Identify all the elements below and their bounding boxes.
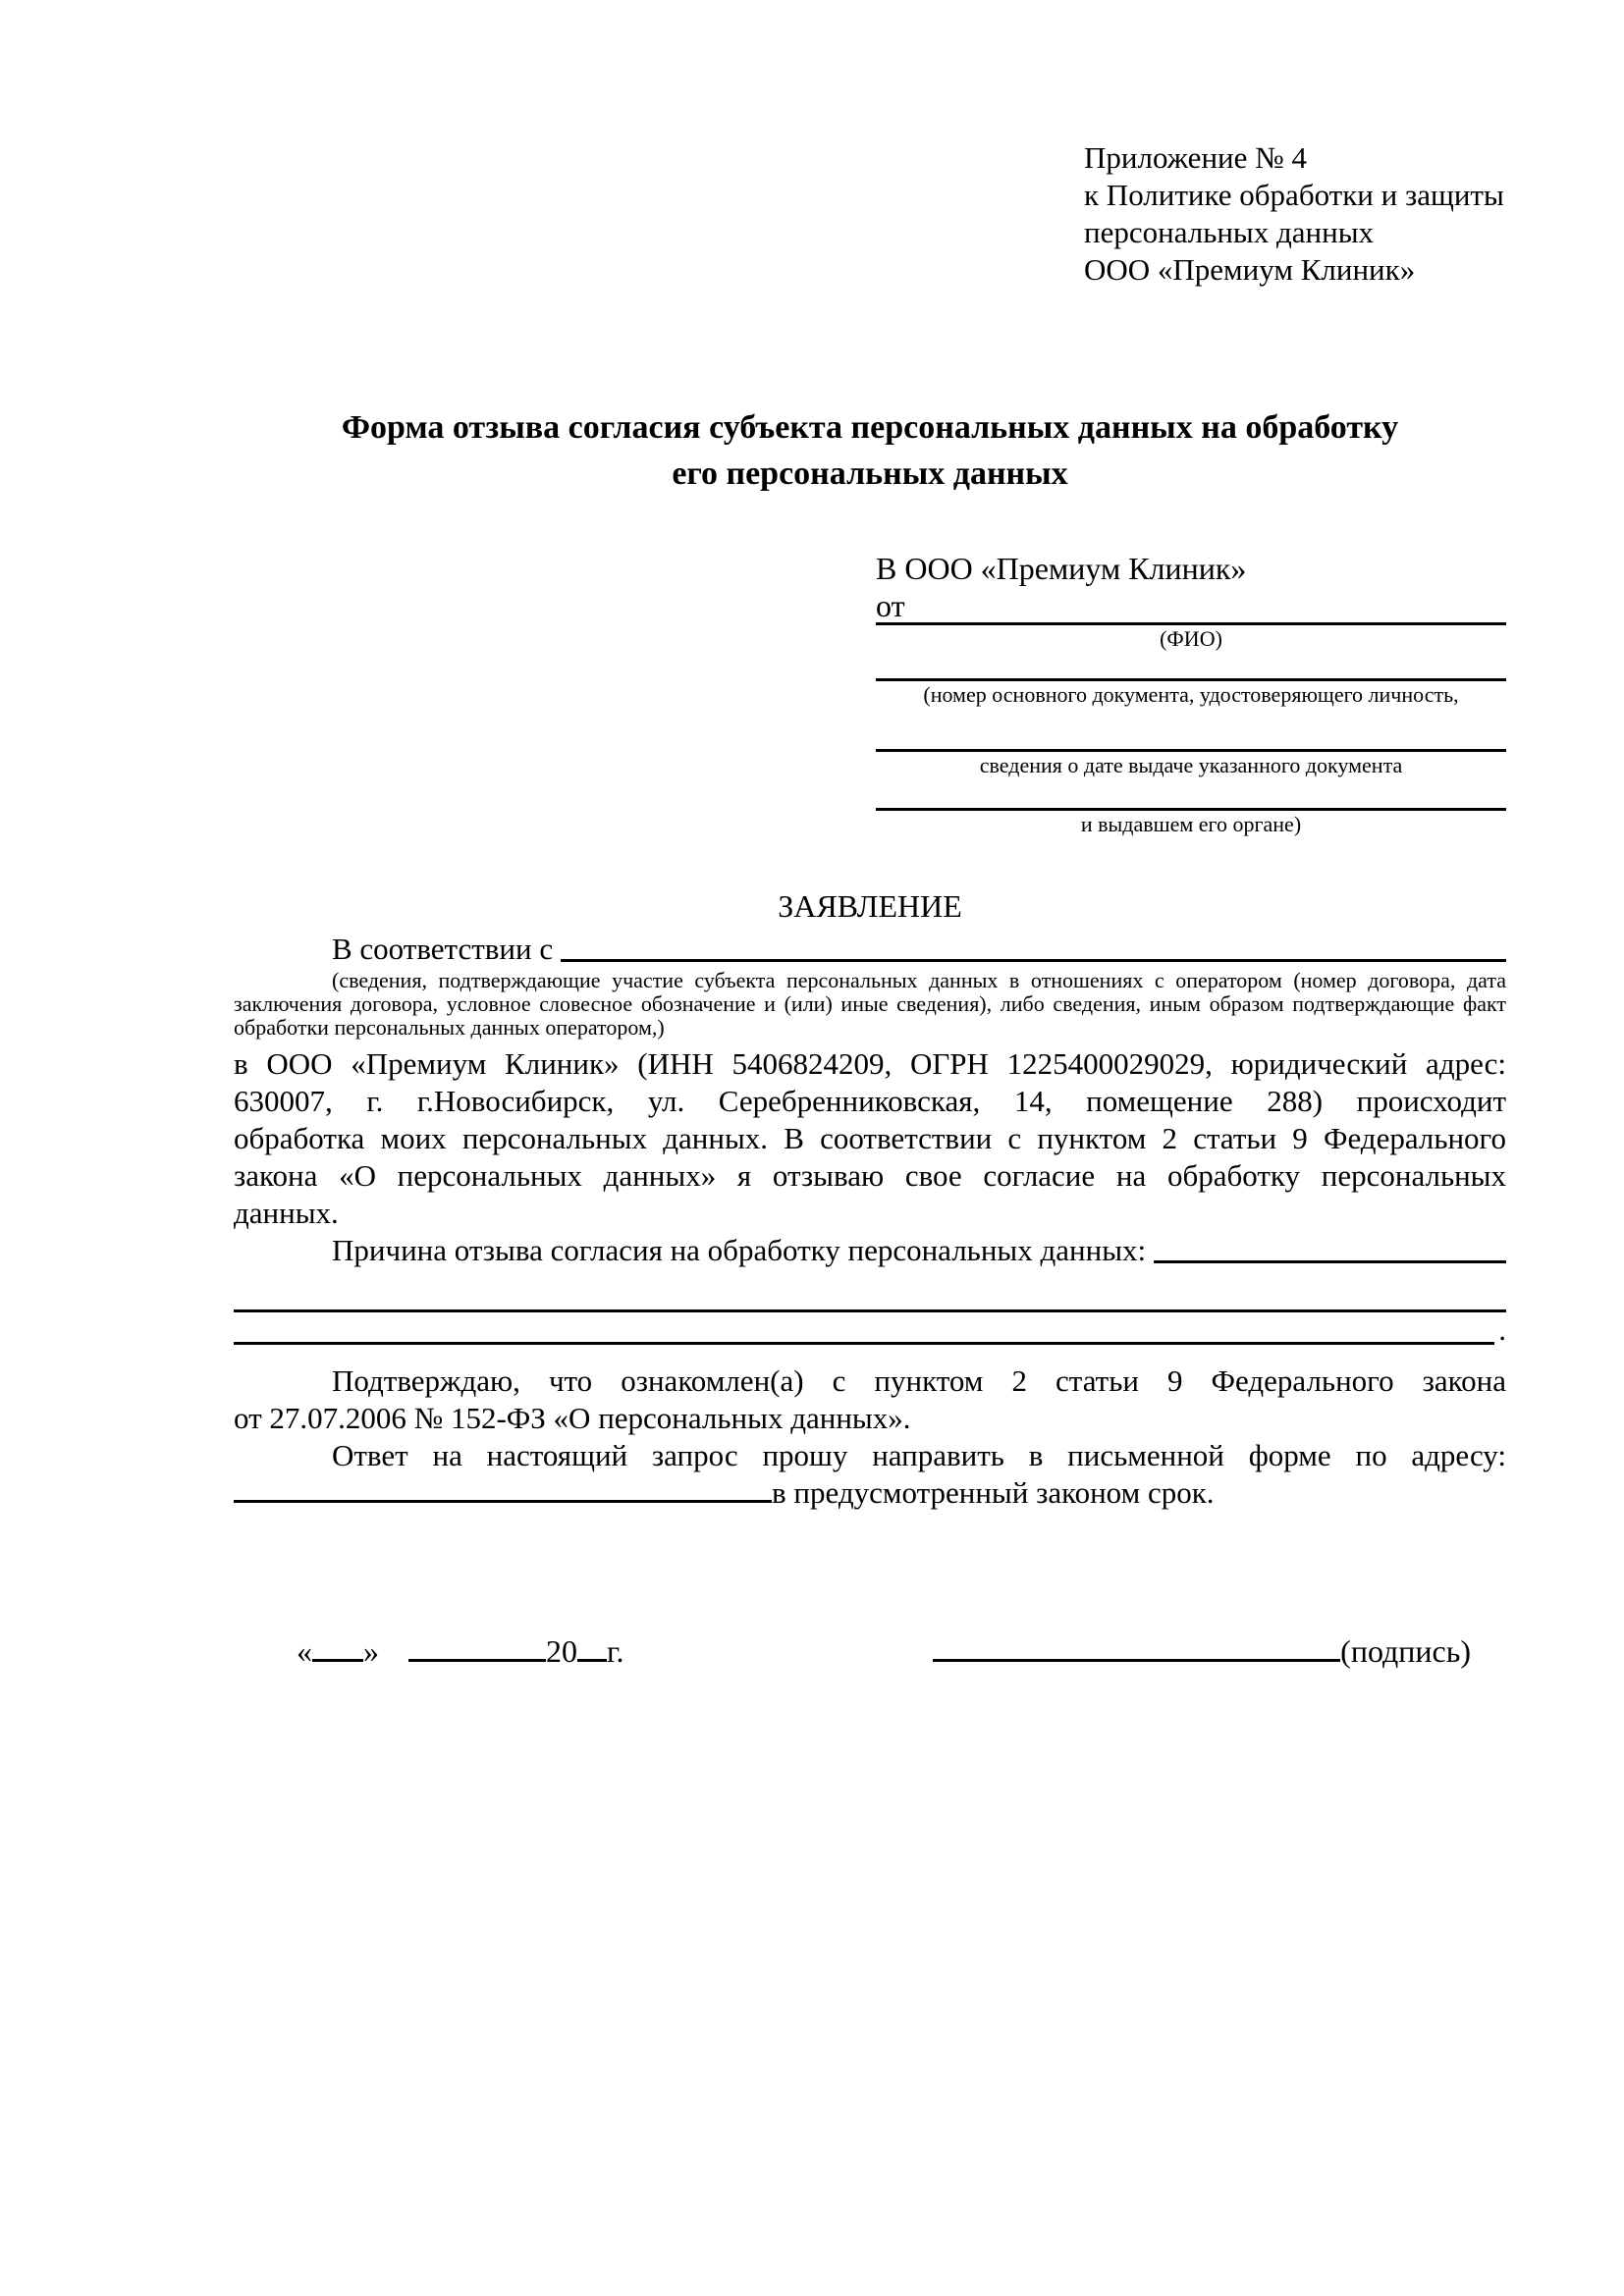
statement-body-line: данных. bbox=[234, 1196, 339, 1230]
document-number-blank-line bbox=[876, 652, 1506, 681]
intro-line bbox=[234, 930, 1506, 969]
page-title bbox=[234, 404, 1506, 497]
statement-body-line: закона «О персональных данных» я отзываю свое согласие на обработку персональных bbox=[234, 1158, 1506, 1193]
signature-group bbox=[870, 1592, 1471, 1710]
intro-note-line: обработки персональных данных оператором,) bbox=[234, 1015, 665, 1040]
document-content bbox=[234, 0, 1506, 1710]
reason-label: Причина отзыва согласия на обработку персональных данных: bbox=[332, 1233, 1154, 1267]
date-close-quote: » bbox=[363, 1633, 387, 1669]
date-open-quote: « bbox=[297, 1633, 312, 1669]
confirmation-line: от 27.07.2006 № 152-ФЗ «О персональных данных». bbox=[234, 1401, 911, 1435]
intro-note-line: заключения договора, условное словесное обозначение и (или) иные сведения), либо сведения, иным образом подтверждающие факт bbox=[234, 991, 1506, 1016]
appendix-header bbox=[1084, 139, 1506, 289]
date-group bbox=[234, 1592, 624, 1710]
appendix-header-line: ООО «Премиум Клиник» bbox=[1084, 252, 1416, 287]
page-title-line: Форма отзыва согласия субъекта персональных данных на обработку bbox=[341, 409, 1399, 446]
reply-address-line bbox=[234, 1474, 1506, 1512]
intro-prefix: В соответствии с bbox=[332, 932, 561, 966]
date-signature-row bbox=[234, 1592, 1506, 1710]
reply-deadline-text: в предусмотренный законом срок. bbox=[772, 1475, 1215, 1510]
statement-heading: ЗАЯВЛЕНИЕ bbox=[778, 888, 962, 924]
issue-date-caption: сведения о дате выдаче указанного документа bbox=[979, 753, 1403, 777]
date-year-blank bbox=[577, 1659, 607, 1662]
statement-body-line: 630007, г. г.Новосибирск, ул. Серебренниковская, 14, помещение 288) происходит bbox=[234, 1084, 1506, 1118]
reply-request-line: Ответ на настоящий запрос прошу направить в письменной форме по адресу: bbox=[332, 1438, 1506, 1472]
reason-extra-blank-line-1 bbox=[234, 1269, 1506, 1312]
statement-body bbox=[234, 1045, 1506, 1232]
confirmation-paragraph bbox=[234, 1362, 1506, 1512]
issue-date-blank-line bbox=[876, 708, 1506, 752]
appendix-header-line: к Политике обработки и защиты bbox=[1084, 178, 1504, 212]
reason-blank-line bbox=[1154, 1260, 1506, 1263]
statement-body-line: обработка моих персональных данных. В соответствии с пунктом 2 статьи 9 Федерального bbox=[234, 1121, 1506, 1155]
intro-blank-line bbox=[561, 959, 1506, 962]
date-year-suffix: г. bbox=[607, 1633, 624, 1669]
document-number-caption: (номер основного документа, удостоверяющего личность, bbox=[923, 682, 1459, 707]
confirmation-line: Подтверждаю, что ознакомлен(а) с пунктом 2 статьи 9 Федерального закона bbox=[332, 1363, 1506, 1398]
page-title-line: его персональных данных bbox=[672, 455, 1068, 492]
signature-caption: (подпись) bbox=[1340, 1633, 1471, 1669]
addressee-from-label: от bbox=[876, 588, 905, 623]
statement-body-line: в ООО «Премиум Клиник» (ИНН 5406824209, ОГРН 1225400029029, юридический адрес: bbox=[234, 1046, 1506, 1081]
appendix-header-line: персональных данных bbox=[1084, 215, 1375, 249]
addressee-block bbox=[876, 548, 1506, 837]
addressee-to: В ООО «Премиум Клиник» bbox=[876, 551, 1247, 586]
reply-address-blank-line bbox=[234, 1500, 772, 1503]
date-month-blank bbox=[408, 1659, 546, 1662]
issuing-authority-blank-line bbox=[876, 778, 1506, 811]
reason-extra-blank-line-2-rule bbox=[234, 1342, 1494, 1345]
appendix-header-line: Приложение № 4 bbox=[1084, 140, 1307, 175]
signature-blank-line bbox=[933, 1659, 1340, 1662]
reason-extra-blank-line-2 bbox=[234, 1312, 1506, 1345]
intro-note-line: (сведения, подтверждающие участие субъекта персональных данных в отношениях с оператором (номер договора, дата bbox=[332, 968, 1506, 992]
issuing-authority-caption: и выдавшем его органе) bbox=[1080, 812, 1302, 836]
date-year-prefix: 20 bbox=[546, 1633, 577, 1669]
date-day-blank bbox=[312, 1659, 363, 1662]
reason-period: . bbox=[1498, 1312, 1506, 1347]
intro-note bbox=[234, 969, 1506, 1040]
fio-caption: (ФИО) bbox=[1160, 626, 1222, 651]
reason-line bbox=[234, 1232, 1506, 1269]
